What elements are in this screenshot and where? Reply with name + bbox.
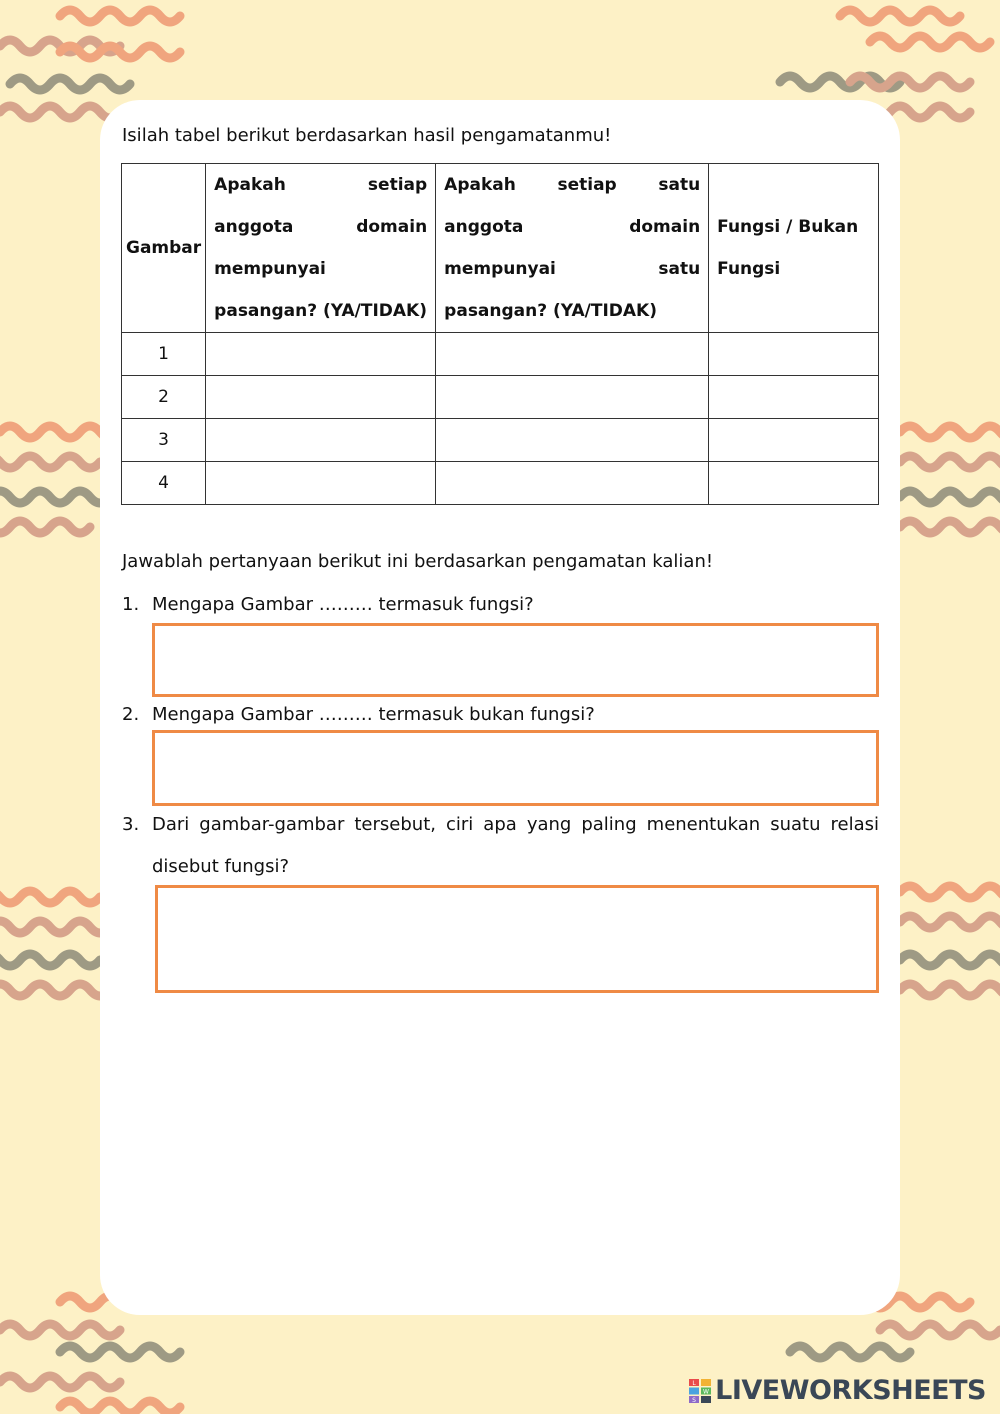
header-function: Fungsi / Bukan Fungsi <box>709 164 879 333</box>
answer-cell[interactable] <box>206 462 436 505</box>
answer-cell[interactable] <box>709 419 879 462</box>
question-text: Mengapa Gambar ……… termasuk fungsi? <box>152 594 534 615</box>
answer-cell[interactable] <box>436 419 709 462</box>
answer-box-2[interactable] <box>152 730 879 806</box>
answer-cell[interactable] <box>436 462 709 505</box>
observation-table <box>121 163 879 505</box>
liveworksheets-brand[interactable] <box>689 1375 986 1406</box>
header-domain-pair: Apakah setiap anggota domain mempunyai pasangan? (YA/TIDAK) <box>206 164 436 333</box>
answer-box-3[interactable] <box>155 885 879 993</box>
questions-instruction: Jawablah pertanyaan berikut ini berdasarkan pengamatan kalian! <box>122 551 714 572</box>
answer-cell[interactable] <box>206 419 436 462</box>
question-3 <box>122 804 879 888</box>
row-number: 4 <box>122 462 206 505</box>
table-header-row <box>122 164 879 333</box>
brand-name: LIVEWORKSHEETS <box>715 1375 986 1406</box>
question-1 <box>122 584 879 626</box>
answer-cell[interactable] <box>709 462 879 505</box>
answer-cell[interactable] <box>436 376 709 419</box>
header-domain-single-pair: Apakah setiap satu anggota domain mempunyai satu pasangan? (YA/TIDAK) <box>436 164 709 333</box>
svg-text:S: S <box>692 1396 697 1403</box>
answer-cell[interactable] <box>709 376 879 419</box>
question-text: Dari gambar-gambar tersebut, ciri apa yang paling menentukan suatu relasi disebut fungsi? <box>152 814 879 877</box>
table-row <box>122 376 879 419</box>
question-number: 1. <box>122 594 140 615</box>
row-number: 3 <box>122 419 206 462</box>
table-row <box>122 333 879 376</box>
question-text: Mengapa Gambar ……… termasuk bukan fungsi? <box>152 704 595 725</box>
row-number: 2 <box>122 376 206 419</box>
question-number: 3. <box>122 814 140 835</box>
liveworksheets-logo-icon <box>689 1379 711 1403</box>
answer-cell[interactable] <box>436 333 709 376</box>
table-row <box>122 462 879 505</box>
header-gambar: Gambar <box>122 164 206 333</box>
row-number: 1 <box>122 333 206 376</box>
svg-text:L: L <box>692 1379 696 1387</box>
table-row <box>122 419 879 462</box>
answer-box-1[interactable] <box>152 623 879 697</box>
answer-cell[interactable] <box>206 333 436 376</box>
svg-text:W: W <box>703 1388 710 1395</box>
answer-cell[interactable] <box>709 333 879 376</box>
table-instruction: Isilah tabel berikut berdasarkan hasil pengamatanmu! <box>122 125 612 146</box>
question-number: 2. <box>122 704 140 725</box>
answer-cell[interactable] <box>206 376 436 419</box>
